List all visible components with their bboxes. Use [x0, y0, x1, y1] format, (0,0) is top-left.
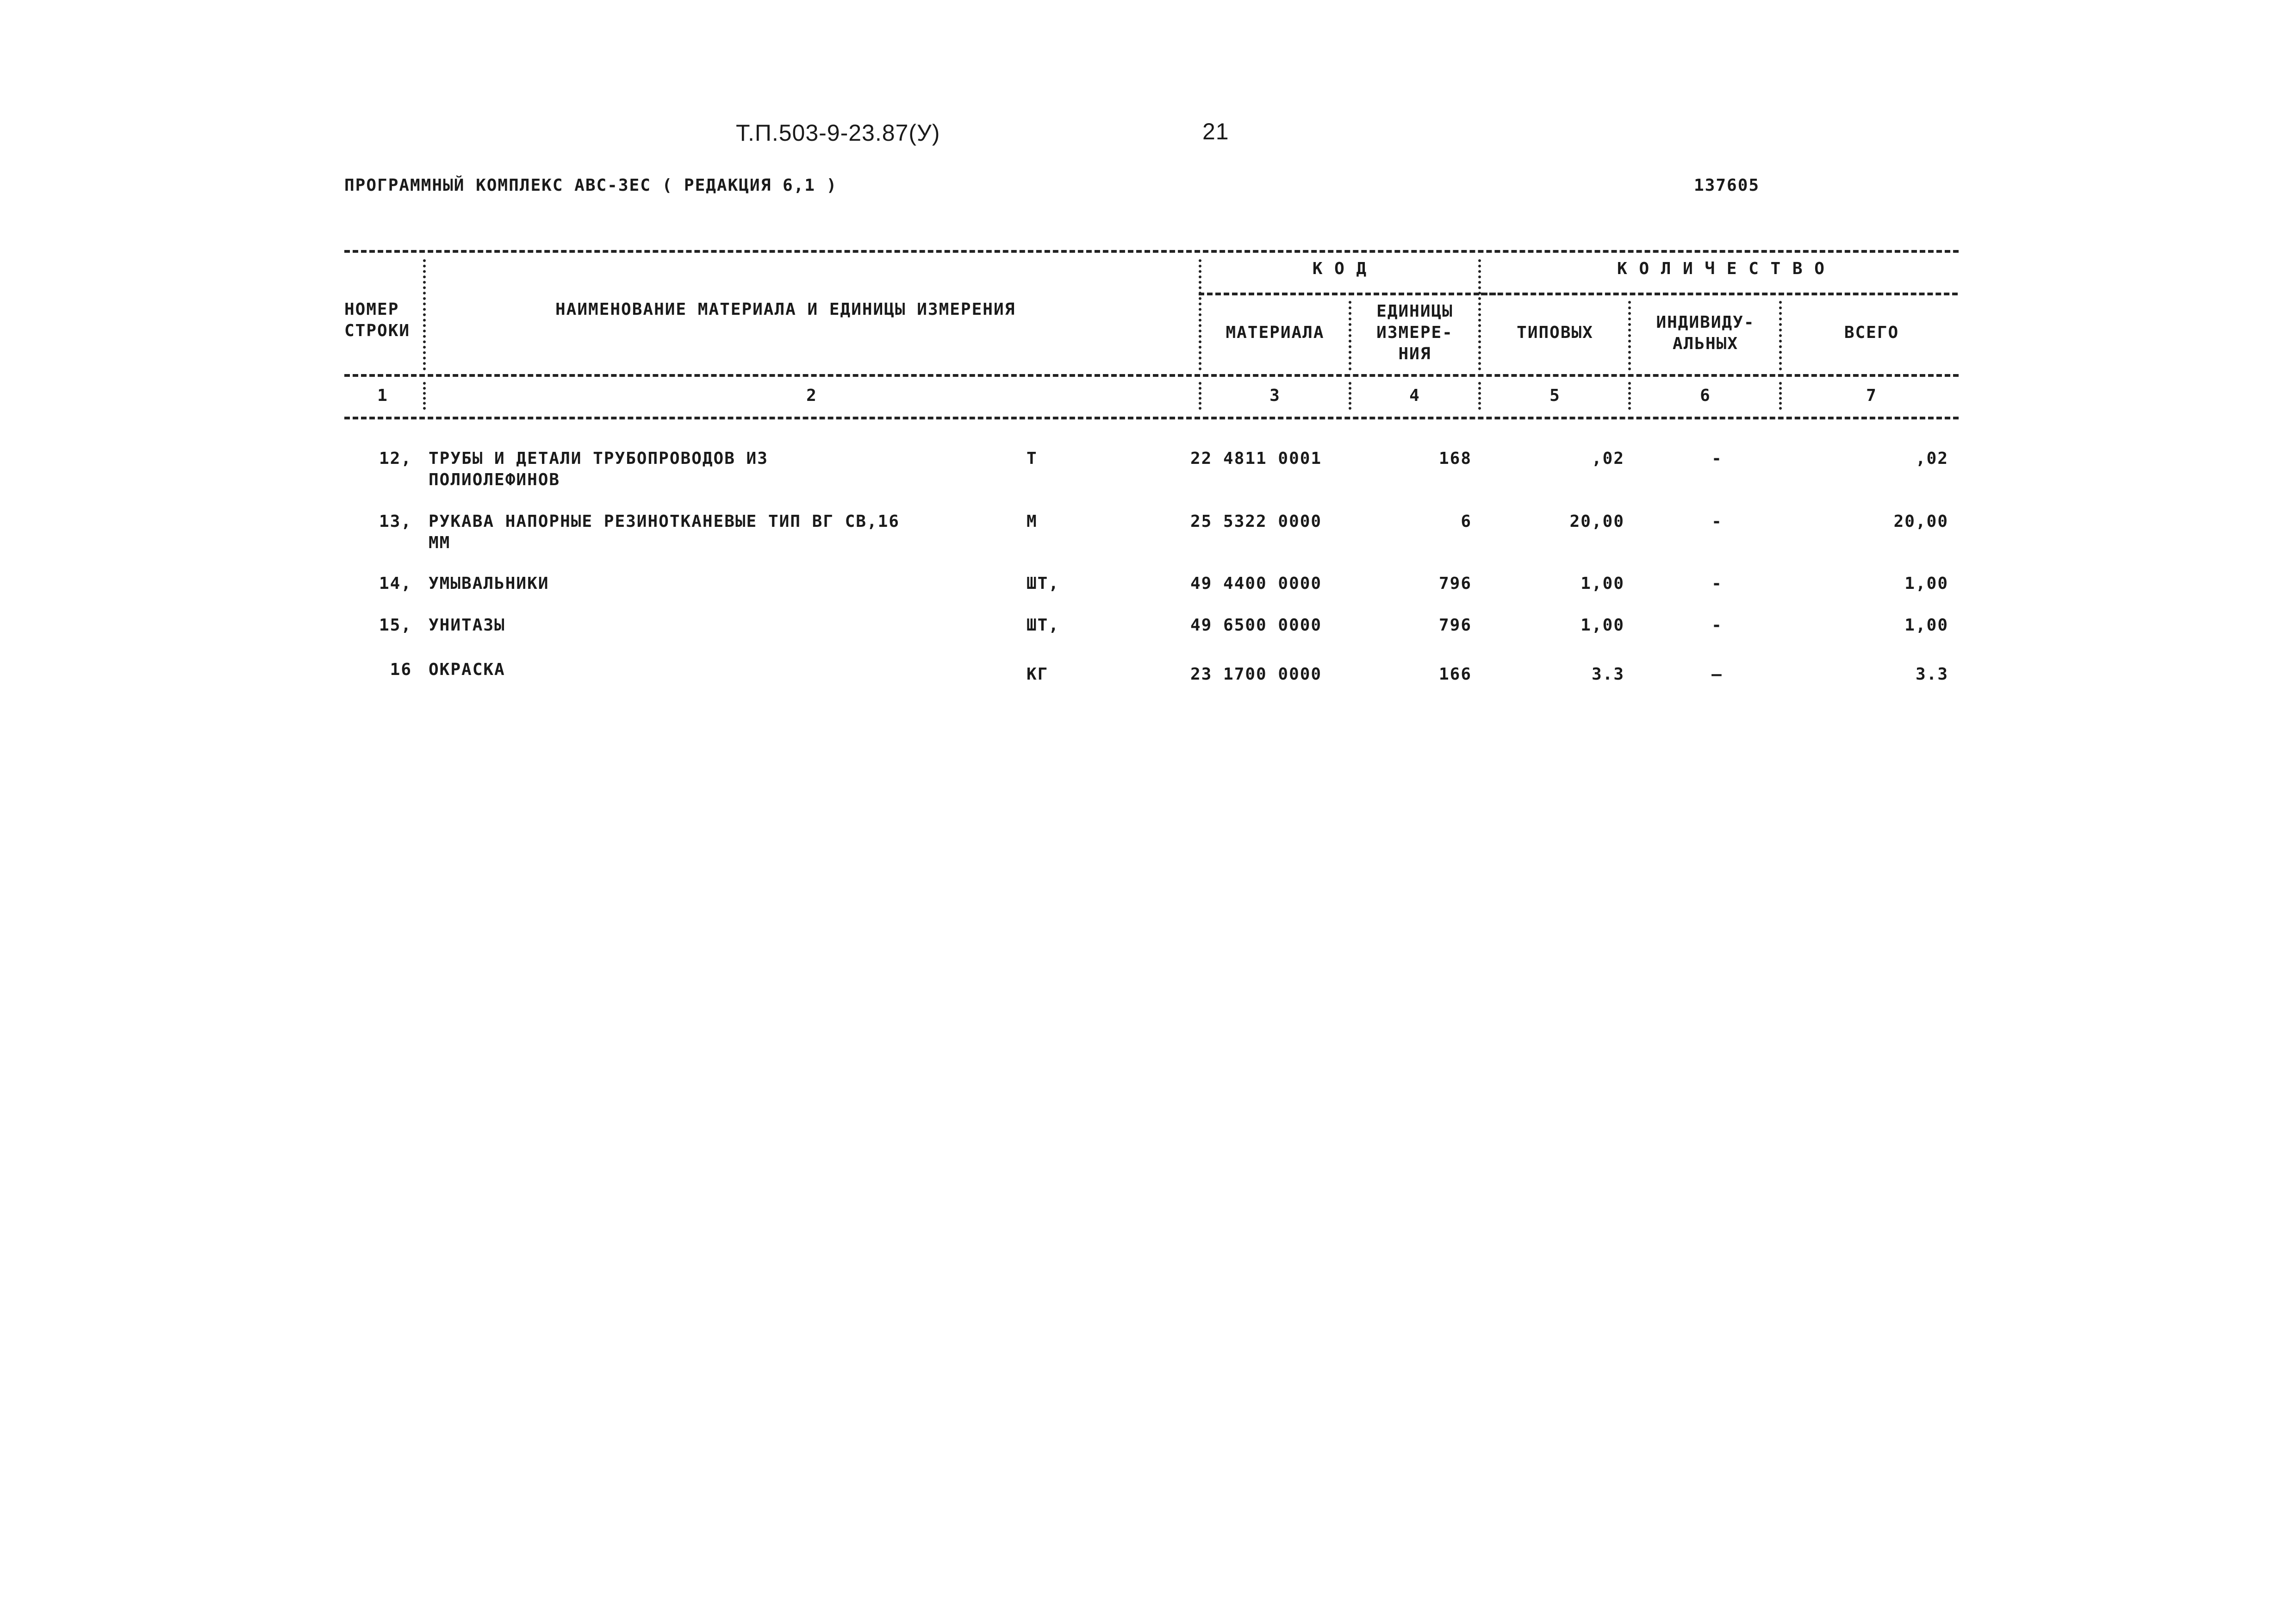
header-total: ВСЕГО [1844, 323, 1899, 342]
row-14-individual: - [1711, 574, 1723, 593]
row-13-unit-code: 6 [1461, 512, 1472, 531]
row-16-name-1: ОКРАСКА [429, 660, 505, 679]
row-12-total: ,02 [1915, 449, 1948, 468]
sep-code-quantity [1478, 259, 1481, 370]
header-typical: ТИПОВЫХ [1517, 323, 1593, 342]
document-code: Т.П.503-9-23.87(У) [736, 120, 940, 146]
colnum-1: 1 [377, 386, 388, 405]
rule-quantity-sub [1481, 293, 1958, 295]
row-12-typical: ,02 [1591, 449, 1624, 468]
rule-header-bottom [344, 374, 1959, 377]
row-13-total: 20,00 [1893, 512, 1948, 531]
colnum-3: 3 [1269, 386, 1281, 405]
row-13-num: 13, [379, 512, 412, 531]
row-14-num: 14, [379, 574, 412, 593]
header-unit-2: ИЗМЕРЕ- [1376, 323, 1453, 342]
sep-num-name [423, 259, 426, 370]
sep-colnum-4 [1478, 382, 1481, 410]
row-14-unit: ШТ, [1027, 574, 1060, 593]
row-12-name-2: ПОЛИОЛЕФИНОВ [429, 470, 560, 489]
header-row-number-1: НОМЕР [344, 300, 399, 319]
sep-typical-individual [1628, 301, 1631, 370]
row-13-typical: 20,00 [1569, 512, 1624, 531]
row-15-unit: ШТ, [1027, 616, 1060, 635]
rule-top [344, 250, 1959, 253]
document-id: 137605 [1694, 176, 1760, 195]
row-12-unit-code: 168 [1438, 449, 1472, 468]
row-15-num: 15, [379, 616, 412, 635]
row-12-unit: Т [1027, 449, 1038, 468]
colnum-2: 2 [806, 386, 817, 405]
sep-colnum-1 [423, 382, 426, 410]
sep-individual-total [1779, 301, 1782, 370]
sep-colnum-5 [1628, 382, 1631, 410]
header-row-number-2: СТРОКИ [344, 321, 411, 340]
row-16-total: 3.3 [1915, 665, 1948, 684]
rule-colnum-bottom [344, 417, 1959, 419]
row-12-name-1: ТРУБЫ И ДЕТАЛИ ТРУБОПРОВОДОВ ИЗ [429, 449, 768, 468]
row-16-material-code: 23 1700 0000 [1190, 665, 1322, 684]
row-14-unit-code: 796 [1438, 574, 1472, 593]
colnum-5: 5 [1549, 386, 1561, 405]
row-15-name-1: УНИТАЗЫ [429, 616, 505, 635]
row-14-material-code: 49 4400 0000 [1190, 574, 1322, 593]
row-15-individual: - [1711, 616, 1723, 635]
row-13-material-code: 25 5322 0000 [1190, 512, 1322, 531]
header-name: НАИМЕНОВАНИЕ МАТЕРИАЛА И ЕДИНИЦЫ ИЗМЕРЕНИЯ [555, 300, 1016, 319]
header-quantity-group: К О Л И Ч Е С Т В О [1617, 259, 1825, 278]
row-16-unit: КГ [1027, 665, 1049, 684]
colnum-4: 4 [1409, 386, 1420, 405]
row-15-material-code: 49 6500 0000 [1190, 616, 1322, 635]
row-12-individual: - [1711, 449, 1723, 468]
colnum-7: 7 [1866, 386, 1877, 405]
page-number: 21 [1202, 119, 1229, 144]
row-13-unit: М [1027, 512, 1038, 531]
header-unit-1: ЕДИНИЦЫ [1376, 302, 1453, 321]
row-13-individual: - [1711, 512, 1723, 531]
row-14-name-1: УМЫВАЛЬНИКИ [429, 574, 549, 593]
row-13-name-1: РУКАВА НАПОРНЫЕ РЕЗИНОТКАНЕВЫЕ ТИП ВГ СВ,16 [429, 512, 900, 531]
row-14-typical: 1,00 [1580, 574, 1624, 593]
header-individual-2: АЛЬНЫХ [1672, 334, 1739, 353]
sep-colnum-6 [1779, 382, 1782, 410]
colnum-6: 6 [1700, 386, 1711, 405]
row-16-num: 16 [390, 660, 412, 679]
sep-name-code [1199, 259, 1201, 370]
row-12-material-code: 22 4811 0001 [1190, 449, 1322, 468]
row-16-individual: — [1711, 665, 1723, 684]
row-15-unit-code: 796 [1438, 616, 1472, 635]
rule-code-sub [1199, 293, 1496, 295]
row-12-num: 12, [379, 449, 412, 468]
row-16-unit-code: 166 [1438, 665, 1472, 684]
header-individual-1: ИНДИВИДУ- [1656, 313, 1755, 332]
header-code-group: К О Д [1312, 259, 1368, 278]
row-14-total: 1,00 [1904, 574, 1948, 593]
program-line: ПРОГРАММНЫЙ КОМПЛЕКС АВС-3ЕС ( РЕДАКЦИЯ 6,1 ) [344, 176, 838, 195]
sep-colnum-2 [1199, 382, 1201, 410]
header-material: МАТЕРИАЛА [1226, 323, 1325, 342]
row-13-name-2: ММ [429, 533, 451, 552]
row-15-total: 1,00 [1904, 616, 1948, 635]
sep-colnum-3 [1349, 382, 1351, 410]
sep-material-unit [1349, 301, 1351, 370]
header-unit-3: НИЯ [1398, 344, 1431, 363]
row-15-typical: 1,00 [1580, 616, 1624, 635]
row-16-typical: 3.3 [1591, 665, 1624, 684]
